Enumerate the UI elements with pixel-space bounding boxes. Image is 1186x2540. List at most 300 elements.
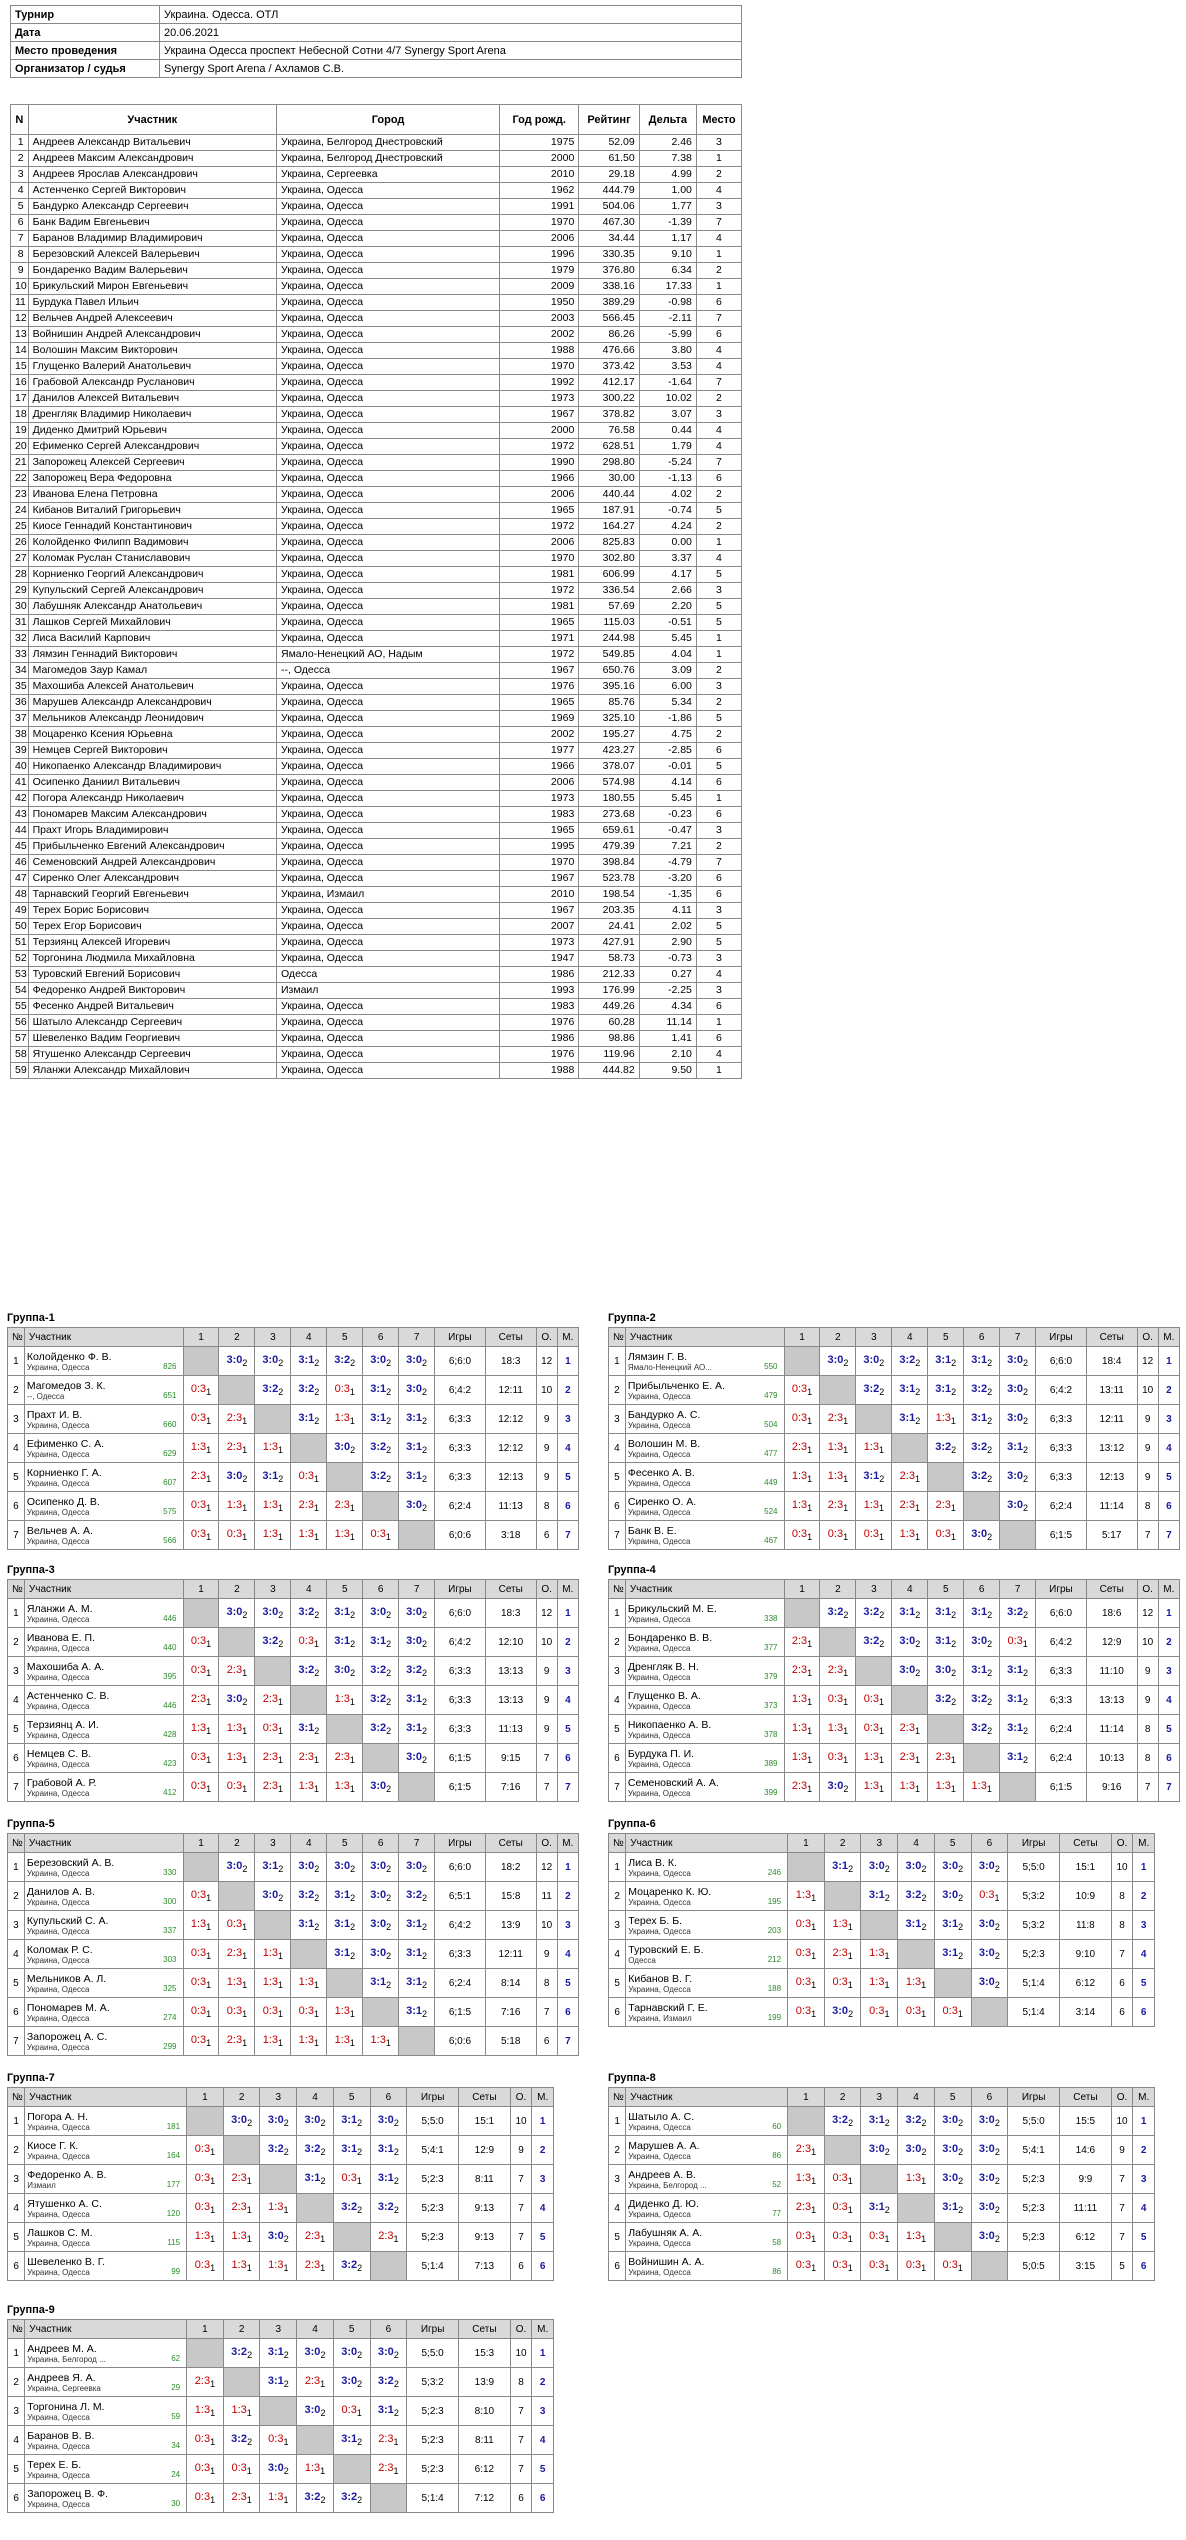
group-header-player: Участник	[24, 1328, 183, 1347]
group-player-name: Кибанов В. Г.	[628, 1972, 693, 1985]
group-score-cell	[333, 2368, 370, 2397]
match-points: 1	[210, 2408, 216, 2418]
group-score-cell	[291, 1521, 327, 1550]
player-cell: Украина, Белгород Днестровский	[277, 135, 500, 151]
group-score-cell	[255, 1492, 291, 1521]
group-score-cell	[260, 2339, 297, 2368]
player-cell: 180.55	[579, 791, 639, 807]
player-cell: 1	[696, 1015, 741, 1031]
group-place: 7	[557, 1521, 578, 1550]
match-points: 2	[1023, 1610, 1029, 1620]
player-cell: Украина, Одесса	[277, 679, 500, 695]
match-points: 2	[915, 1639, 921, 1649]
group-player-name: Махошиба А. А.	[26, 1660, 105, 1673]
info-row	[11, 42, 742, 60]
group-diagonal-cell	[297, 2194, 334, 2223]
group-games: 6;3:3	[435, 1686, 486, 1715]
group-header-sets: Сеты	[1060, 1834, 1112, 1853]
group-row-number: 4	[8, 1686, 25, 1715]
group-player-rating: 246	[767, 1868, 782, 1877]
player-cell: -0.01	[639, 759, 696, 775]
player-cell: -1.86	[639, 711, 696, 727]
match-points: 2	[994, 2147, 1000, 2157]
group-score-cell	[824, 2223, 861, 2252]
player-cell: 212.33	[579, 967, 639, 983]
match-score: 1:3	[262, 1976, 278, 1988]
group-header-opponent: 4	[892, 1328, 928, 1347]
player-cell: 2	[696, 695, 741, 711]
group-points: 7	[1137, 1521, 1158, 1550]
player-cell: 6	[696, 471, 741, 487]
group-score-cell	[784, 1657, 820, 1686]
group-sets: 10:13	[1086, 1744, 1137, 1773]
group-sets: 3:18	[485, 1521, 536, 1550]
match-points: 1	[206, 1639, 212, 1649]
player-cell: 3.09	[639, 663, 696, 679]
match-score: 0:3	[791, 1528, 808, 1540]
group-diagonal-cell	[856, 1657, 892, 1686]
group-header-opponent: 7	[1000, 1580, 1036, 1599]
match-score: 3:1	[1007, 1664, 1024, 1676]
group-score-cell	[399, 1715, 435, 1744]
player-cell: 330.35	[579, 247, 639, 263]
group-games: 6;3:3	[435, 1715, 486, 1744]
match-score: 3:2	[971, 1441, 988, 1453]
group-row	[8, 1940, 579, 1969]
player-cell: 825.83	[579, 535, 639, 551]
player-cell: Украина, Одесса	[277, 695, 500, 711]
group-score-cell	[928, 1521, 964, 1550]
group-score-cell	[784, 1492, 820, 1521]
player-cell: 1973	[500, 935, 579, 951]
group-score-cell	[856, 1715, 892, 1744]
group-score-cell	[255, 1599, 291, 1628]
player-cell: 2003	[500, 311, 579, 327]
player-cell: --, Одесса	[277, 663, 500, 679]
group-row-number: 4	[8, 2194, 25, 2223]
match-points: 2	[987, 1474, 993, 1484]
group-player-cell	[24, 1853, 183, 1882]
player-cell: -0.74	[639, 503, 696, 519]
group-score-cell	[971, 1911, 1008, 1940]
group-player-cell	[24, 2027, 183, 2056]
group-score-cell	[964, 1715, 1000, 1744]
group-place: 5	[1133, 2223, 1155, 2252]
group-diagonal-cell	[183, 1347, 219, 1376]
player-cell: 20	[11, 439, 29, 455]
match-score: 3:1	[341, 2433, 358, 2445]
match-points: 1	[242, 1445, 248, 1455]
player-cell: 1981	[500, 567, 579, 583]
group-player-city: Украина, Одесса	[26, 1759, 90, 1769]
group-player-name: Лиса В. К.	[628, 1856, 677, 1869]
group-player-name: Шевеленко В. Г.	[27, 2255, 106, 2268]
players-header-cell: N	[11, 105, 29, 135]
group-diagonal-cell	[183, 1599, 219, 1628]
match-points: 1	[914, 1532, 920, 1542]
group-score-cell	[327, 1686, 363, 1715]
players-header-cell: Год рожд.	[500, 105, 579, 135]
player-cell: 48	[11, 887, 29, 903]
group-player-cell	[25, 2368, 187, 2397]
match-points: 2	[1023, 1387, 1029, 1397]
group-score-cell	[971, 1969, 1008, 1998]
player-cell: 1972	[500, 519, 579, 535]
group-diagonal-cell	[399, 2027, 435, 2056]
group-player-city: Украина, Одесса	[27, 2122, 90, 2132]
group-player-cell	[625, 1599, 784, 1628]
group-row-number: 5	[609, 2223, 626, 2252]
group-points: 11	[536, 1882, 557, 1911]
player-row	[11, 887, 742, 903]
match-points: 2	[884, 1893, 890, 1903]
group-games: 5;1:4	[1008, 1969, 1060, 1998]
player-cell: Украина, Одесса	[277, 567, 500, 583]
group-player-name: Терзиянц А. И.	[26, 1718, 99, 1731]
player-cell: 523.78	[579, 871, 639, 887]
player-cell: 17	[11, 391, 29, 407]
match-points: 2	[848, 2118, 854, 2128]
player-cell: 423.27	[579, 743, 639, 759]
group-diagonal-cell	[784, 1599, 820, 1628]
group-games: 5;4:1	[407, 2136, 459, 2165]
player-cell: 6	[696, 999, 741, 1015]
group-points: 10	[1137, 1628, 1158, 1657]
match-points: 1	[242, 1922, 248, 1932]
group-sets: 9:13	[459, 2223, 511, 2252]
group-points: 5	[1111, 2252, 1133, 2281]
group-score-cell	[333, 2484, 370, 2513]
tournament-info	[10, 5, 742, 78]
match-points: 1	[242, 1755, 248, 1765]
group-games: 5;4:1	[1008, 2136, 1060, 2165]
group-row-number: 5	[8, 1969, 25, 1998]
match-points: 2	[921, 1893, 927, 1903]
player-cell: 6	[11, 215, 29, 231]
group-header-games: Игры	[1008, 1834, 1060, 1853]
match-points: 2	[242, 1697, 248, 1707]
group-row-number: 6	[8, 2484, 25, 2513]
match-score: 2:3	[226, 1664, 243, 1676]
group-row	[8, 2368, 554, 2397]
group-player-rating: 467	[764, 1536, 778, 1545]
group-score-cell	[824, 1998, 861, 2027]
group-row-number: 1	[8, 1347, 25, 1376]
player-cell: 2.02	[639, 919, 696, 935]
group-score-cell	[971, 1940, 1008, 1969]
match-points: 1	[210, 2263, 216, 2273]
match-score: 3:2	[971, 1722, 988, 1734]
player-cell: Андреев Максим Александрович	[28, 151, 276, 167]
group-score-cell	[260, 2107, 297, 2136]
match-points: 1	[242, 1503, 248, 1513]
group-diagonal-cell	[934, 1969, 971, 1998]
group-6	[608, 1816, 1155, 2027]
player-cell: 19	[11, 423, 29, 439]
group-player-city: Украина, Одесса	[27, 2238, 90, 2248]
player-cell: -2.11	[639, 311, 696, 327]
group-header-player: Участник	[626, 1834, 788, 1853]
player-cell: 1	[696, 647, 741, 663]
player-cell: 26	[11, 535, 29, 551]
match-score: 2:3	[231, 2491, 247, 2503]
group-place: 6	[532, 2484, 554, 2513]
group-player-rating: 325	[163, 1984, 177, 1993]
group-row-number: 5	[609, 1463, 626, 1492]
group-row	[8, 1492, 579, 1521]
match-score: 3:1	[868, 2114, 885, 2126]
match-score: 1:3	[905, 2172, 922, 2184]
player-cell: Корниенко Георгий Александрович	[28, 567, 276, 583]
group-player-rating: 412	[163, 1788, 177, 1797]
match-score: 3:0	[334, 1664, 351, 1676]
match-points: 2	[386, 1864, 392, 1874]
match-score: 0:3	[795, 2259, 812, 2271]
group-sets: 3:15	[1060, 2252, 1112, 2281]
player-cell: Лашков Сергей Михайлович	[28, 615, 276, 631]
group-diagonal-cell	[370, 2484, 407, 2513]
player-cell: 6	[696, 887, 741, 903]
group-score-cell	[784, 1434, 820, 1463]
group-score-cell	[964, 1434, 1000, 1463]
group-score-cell	[399, 1599, 435, 1628]
group-row-number: 3	[609, 1405, 626, 1434]
group-player-name: Вельчев А. А.	[26, 1524, 93, 1537]
player-cell: 7.38	[639, 151, 696, 167]
group-player-city: Измаил	[27, 2180, 56, 2190]
player-cell: Украина, Одесса	[277, 599, 500, 615]
match-points: 2	[879, 1387, 885, 1397]
group-score-cell	[1000, 1628, 1036, 1657]
group-score-cell	[363, 1463, 399, 1492]
group-row-number: 3	[609, 1657, 626, 1686]
group-player-city: Украина, Одесса	[627, 1449, 691, 1459]
group-score-cell	[856, 1686, 892, 1715]
group-title: Группа-3	[7, 1564, 55, 1576]
group-header-opponent: 5	[934, 1834, 971, 1853]
group-row	[609, 1853, 1155, 1882]
group-row-number: 2	[8, 1882, 25, 1911]
group-score-cell	[964, 1376, 1000, 1405]
group-player-city: Украина, Одесса	[627, 1614, 691, 1624]
group-score-cell	[363, 1657, 399, 1686]
player-cell: 1	[696, 631, 741, 647]
match-points: 2	[921, 2118, 927, 2128]
group-header-opponent: 4	[898, 1834, 935, 1853]
match-points: 2	[422, 1416, 428, 1426]
group-diagonal-cell	[971, 2252, 1008, 2281]
match-score: 0:3	[190, 1528, 207, 1540]
player-cell: 479.39	[579, 839, 639, 855]
group-score-cell	[327, 1882, 363, 1911]
player-cell: 1972	[500, 647, 579, 663]
group-score-cell	[861, 2223, 898, 2252]
match-score: 3:2	[370, 1664, 387, 1676]
group-score-cell	[327, 1744, 363, 1773]
match-score: 2:3	[795, 2201, 812, 2213]
group-score-cell	[820, 1492, 856, 1521]
group-score-cell	[260, 2368, 297, 2397]
group-place: 5	[557, 1969, 578, 1998]
group-header-opponent: 1	[784, 1328, 820, 1347]
group-score-cell	[183, 2027, 219, 2056]
group-score-cell	[820, 1434, 856, 1463]
player-cell: 4.75	[639, 727, 696, 743]
group-games: 6;2:4	[435, 1969, 486, 1998]
match-score: 3:2	[298, 1664, 315, 1676]
group-player-city: Украина, Одесса	[26, 1507, 90, 1517]
player-cell: 1	[696, 247, 741, 263]
match-score: 3:1	[298, 1722, 315, 1734]
player-row	[11, 647, 742, 663]
group-row-number: 3	[609, 1911, 626, 1940]
group-player-city: Украина, Белгород ...	[27, 2354, 106, 2364]
match-points: 1	[246, 2176, 252, 2186]
match-score: 3:0	[406, 1354, 423, 1366]
group-player-name: Запорожец В. Ф.	[27, 2487, 109, 2500]
match-score: 2:3	[231, 2201, 247, 2213]
group-points: 9	[1137, 1463, 1158, 1492]
match-score: 3:2	[935, 1693, 952, 1705]
match-score: 3:0	[262, 1606, 279, 1618]
match-score: 3:2	[832, 2114, 849, 2126]
player-cell: 1	[696, 151, 741, 167]
players-header-cell: Место	[696, 105, 741, 135]
player-cell: 27	[11, 551, 29, 567]
group-player-name: Запорожец А. С.	[26, 2030, 108, 2043]
group-player-name: Прахт И. В.	[26, 1408, 83, 1421]
match-score: 3:2	[370, 1441, 387, 1453]
group-games: 6;6:0	[1036, 1347, 1087, 1376]
group-score-cell	[964, 1773, 1000, 1802]
match-points: 1	[349, 1387, 355, 1397]
group-sets: 12:13	[1086, 1463, 1137, 1492]
group-score-cell	[892, 1492, 928, 1521]
group-player-cell	[626, 2223, 788, 2252]
player-cell: 49	[11, 903, 29, 919]
match-points: 1	[957, 2009, 963, 2019]
group-player-name: Фесенко А. В.	[627, 1466, 695, 1479]
match-score: 3:2	[971, 1693, 988, 1705]
player-cell: -1.35	[639, 887, 696, 903]
group-score-cell	[824, 2194, 861, 2223]
group-header-opponent: 1	[788, 2088, 825, 2107]
match-score: 0:3	[832, 2201, 848, 2213]
match-points: 1	[206, 1784, 212, 1794]
group-header-sets: Сеты	[1060, 2088, 1112, 2107]
group-sets: 15:1	[1060, 1853, 1112, 1882]
group-player-cell	[24, 1686, 183, 1715]
match-score: 3:1	[262, 1860, 279, 1872]
group-score-cell	[291, 1376, 327, 1405]
group-score-cell	[255, 1882, 291, 1911]
match-score: 2:3	[298, 1499, 314, 1511]
player-cell: 7	[696, 855, 741, 871]
player-cell: Украина, Одесса	[277, 1047, 500, 1063]
match-points: 1	[914, 1503, 920, 1513]
match-score: 1:3	[231, 2259, 247, 2271]
match-points: 2	[1023, 1358, 1029, 1368]
group-score-cell	[861, 2136, 898, 2165]
group-sets: 6:12	[1060, 2223, 1112, 2252]
player-cell: Брикульский Мирон Евгеньевич	[28, 279, 276, 295]
group-score-cell	[934, 2252, 971, 2281]
group-sets: 9:10	[1060, 1940, 1112, 1969]
group-header-no: №	[609, 1328, 626, 1347]
player-row	[11, 839, 742, 855]
player-cell: 1.77	[639, 199, 696, 215]
group-player-rating: 373	[764, 1701, 778, 1710]
player-row	[11, 567, 742, 583]
player-cell: 18	[11, 407, 29, 423]
group-score-cell	[861, 2107, 898, 2136]
group-player-city: Украина, Одесса	[628, 1984, 691, 1994]
player-row	[11, 1031, 742, 1047]
player-cell: 4	[696, 1047, 741, 1063]
player-cell: 5	[696, 599, 741, 615]
player-row	[11, 423, 742, 439]
group-score-cell	[327, 2027, 363, 2056]
match-points: 1	[847, 2263, 853, 2273]
group-table	[608, 1833, 1155, 2027]
match-score: 0:3	[190, 2034, 207, 2046]
group-player-cell	[24, 1347, 183, 1376]
group-row-number: 3	[8, 1405, 25, 1434]
group-player-city: Украина, Одесса	[26, 1897, 90, 1907]
group-score-cell	[898, 1882, 935, 1911]
group-header-opponent: 1	[187, 2320, 224, 2339]
group-player-city: Украина, Одесса	[26, 2013, 90, 2023]
group-games: 6;2:4	[1036, 1744, 1087, 1773]
group-score-cell	[255, 1969, 291, 1998]
match-points: 2	[314, 1610, 320, 1620]
group-row	[8, 1911, 579, 1940]
group-score-cell	[964, 1686, 1000, 1715]
group-player-city: Украина, Одесса	[26, 1788, 90, 1798]
group-score-cell	[824, 2252, 861, 2281]
group-score-cell	[183, 1911, 219, 1940]
player-cell: 2	[696, 663, 741, 679]
group-player-city: Украина, Одесса	[26, 1672, 90, 1682]
group-score-cell	[327, 1405, 363, 1434]
group-diagonal-cell	[223, 2136, 260, 2165]
match-score: 3:0	[832, 2005, 849, 2017]
group-score-cell	[964, 1405, 1000, 1434]
group-points: 12	[536, 1853, 557, 1882]
player-cell: 3.53	[639, 359, 696, 375]
group-row	[609, 2165, 1155, 2194]
group-score-cell	[363, 1628, 399, 1657]
match-score: 3:1	[899, 1383, 916, 1395]
group-player-cell	[626, 1882, 788, 1911]
group-player-cell	[625, 1715, 784, 1744]
match-points: 2	[242, 1864, 248, 1874]
match-score: 0:3	[869, 2259, 885, 2271]
player-cell: Магомедов Заур Камал	[28, 663, 276, 679]
match-score: 1:3	[304, 2462, 321, 2474]
group-player-rating: 59	[171, 2412, 181, 2421]
match-points: 2	[951, 1387, 957, 1397]
match-score: 0:3	[869, 2230, 885, 2242]
player-cell: Украина, Одесса	[277, 455, 500, 471]
group-header-opponent: 4	[898, 2088, 935, 2107]
match-score: 3:0	[267, 2462, 284, 2474]
player-cell: 86.26	[579, 327, 639, 343]
match-points: 2	[386, 1416, 392, 1426]
player-cell: 1976	[500, 1047, 579, 1063]
player-cell: Украина, Одесса	[277, 759, 500, 775]
group-player-name: Моцаренко К. Ю.	[628, 1885, 712, 1898]
